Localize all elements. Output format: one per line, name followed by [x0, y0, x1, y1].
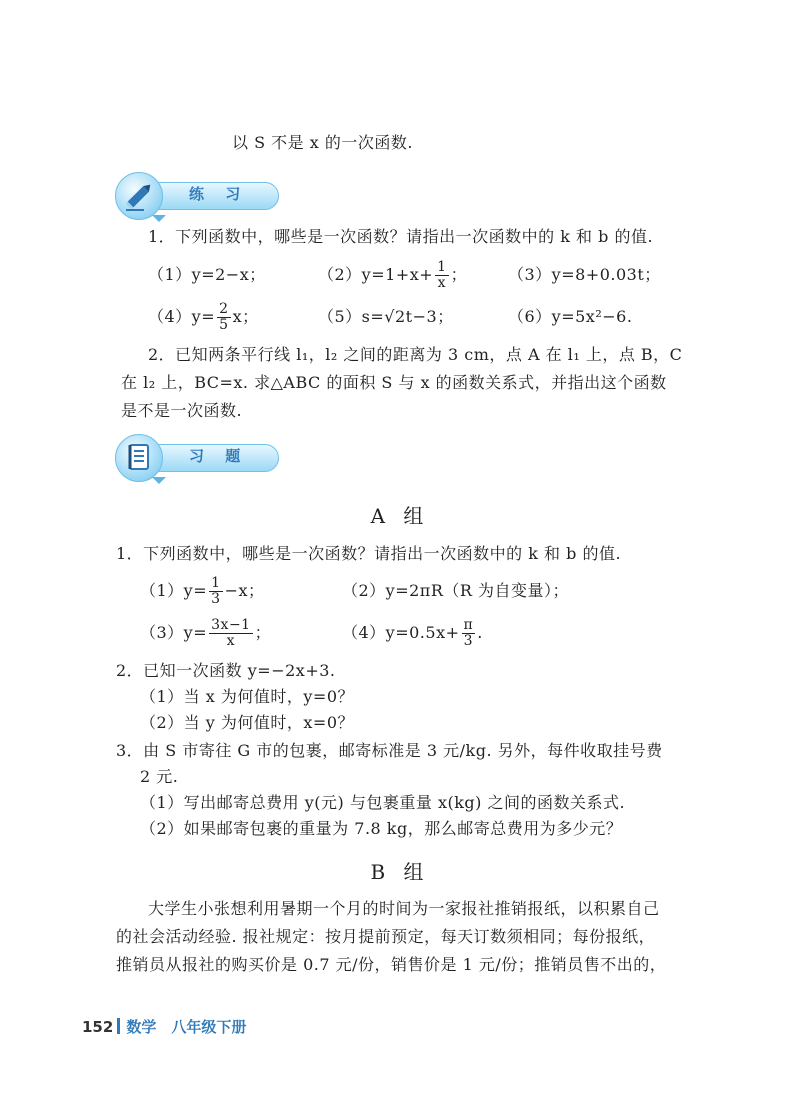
item2-prefix: （2）y=1+x+ [318, 265, 434, 284]
item4-prefix: （4）y=0.5x+ [342, 623, 460, 642]
practice-q1-item4 [148, 298, 259, 336]
item3-prefix: （3）y= [140, 623, 208, 642]
denominator: x [437, 275, 447, 291]
fraction [209, 576, 222, 607]
denominator: x [226, 633, 236, 649]
denominator: 3 [463, 633, 474, 649]
practice-q1-item1: （1）y=2−x； [148, 265, 266, 284]
notebook-icon [115, 434, 163, 482]
exercise-b-line2: 的社会活动经验. 报社规定：按月提前预定，每天订数须相同；每份报纸， [116, 927, 656, 946]
item1-prefix: （1）y= [140, 581, 208, 600]
exercise-a3-sub1: （1）写出邮寄总费用 y(元) 与包裹重量 x(kg) 之间的函数关系式. [140, 793, 626, 812]
item2-suffix: ； [450, 265, 468, 284]
practice-q2-line3: 是不是一次函数. [121, 401, 243, 420]
fraction [217, 302, 230, 333]
exercise-a1-item4 [342, 614, 483, 652]
exercise-badge [113, 432, 279, 484]
practice-q2-line1: 2．已知两条平行线 l₁，l₂ 之间的距离为 3 cm，点 A 在 l₁ 上，点 B，C [148, 345, 683, 364]
numerator: 2 [219, 301, 229, 317]
item4-prefix: （4）y= [148, 307, 216, 326]
practice-q1: 1．下列函数中，哪些是一次函数？请指出一次函数中的 k 和 b 的值. [148, 227, 654, 246]
exercise-a2-sub2: （2）当 y 为何值时，x=0？ [140, 713, 355, 732]
group-a-heading: A 组 [370, 504, 430, 528]
denominator: 3 [211, 591, 221, 607]
fraction [435, 260, 448, 291]
practice-q1-item2 [318, 256, 467, 294]
practice-badge [113, 170, 279, 222]
exercise-a1-item2: （2）y=2πR（R 为自变量）； [342, 581, 570, 600]
practice-q1-item5: （5）s=√2t−3； [318, 307, 454, 326]
fraction [209, 618, 252, 649]
page-footer [82, 1016, 246, 1037]
pencil-icon [115, 172, 163, 220]
practice-q2-line2: 在 l₂ 上，BC=x. 求△ABC 的面积 S 与 x 的函数关系式，并指出这个函数 [121, 373, 667, 392]
practice-label: 练 习 [189, 185, 249, 203]
exercise-a3-line2: 2 元. [140, 767, 179, 786]
numerator: 1 [437, 259, 447, 275]
exercise-label: 习 题 [189, 447, 249, 465]
denominator: 5 [219, 317, 229, 333]
numerator: 3x−1 [211, 617, 251, 633]
exercise-b-line3: 推销员从报社的购买价是 0.7 元/份，销售价是 1 元/份；推销员售不出的， [116, 955, 667, 974]
exercise-a1-item1 [140, 572, 265, 610]
practice-q1-item6: （6）y=5x²−6. [508, 307, 633, 326]
exercise-a3-line1: 3．由 S 市寄往 G 市的包裹，邮寄标准是 3 元/kg. 另外，每件收取挂号费 [116, 741, 663, 760]
exercise-a2-sub1: （1）当 x 为何值时，y=0？ [140, 687, 355, 706]
fraction [462, 618, 476, 649]
item1-suffix: −x； [224, 581, 265, 600]
item4-suffix: . [477, 623, 483, 642]
badge-arrow [152, 215, 166, 222]
exercise-a1: 1．下列函数中，哪些是一次函数？请指出一次函数中的 k 和 b 的值. [116, 544, 622, 563]
exercise-a1-item3 [140, 614, 271, 652]
item4-suffix: x； [232, 307, 259, 326]
exercise-a2: 2．已知一次函数 y=−2x+3. [116, 661, 336, 680]
book-title: 数学 八年级下册 [126, 1018, 247, 1036]
page-number: 152 [82, 1018, 114, 1036]
numerator: 1 [211, 575, 221, 591]
group-b-heading: B 组 [370, 860, 430, 884]
exercise-b-line1: 大学生小张想利用暑期一个月的时间为一家报社推销报纸，以积累自己 [148, 899, 660, 918]
footer-divider [117, 1018, 120, 1034]
item3-suffix: ； [254, 623, 272, 642]
numerator: π [463, 617, 474, 633]
practice-q1-item3: （3）y=8+0.03t； [508, 265, 661, 284]
exercise-a3-sub2: （2）如果邮寄包裹的重量为 7.8 kg，那么邮寄总费用为多少元？ [140, 819, 623, 838]
badge-arrow [152, 477, 166, 484]
continuation-line: 以 S 不是 x 的一次函数. [232, 133, 413, 152]
